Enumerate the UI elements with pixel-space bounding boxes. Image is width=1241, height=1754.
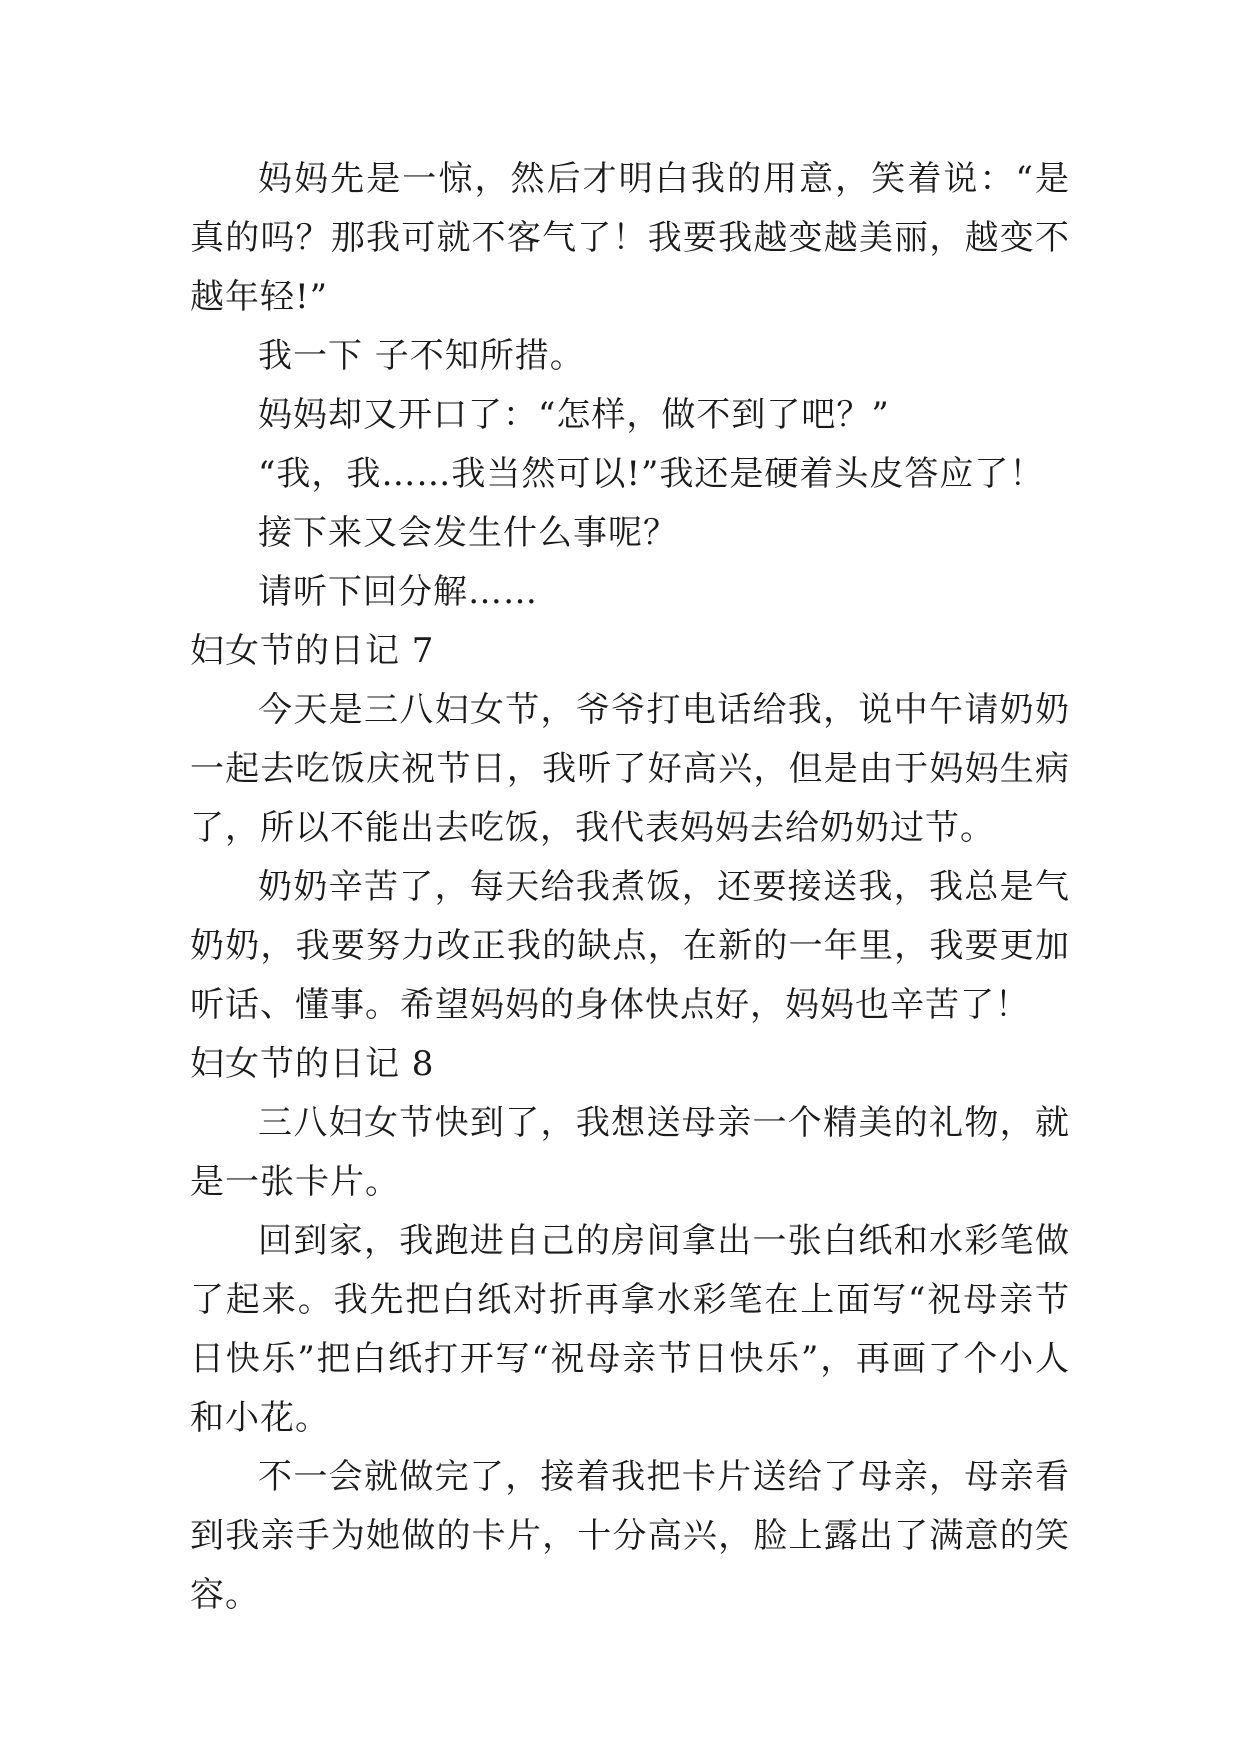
paragraph: 不一会就做完了，接着我把卡片送给了母亲，母亲看到我亲手为她做的卡片，十分高兴，脸上露出了满意的笑容。: [190, 1457, 1070, 1615]
document-body: [190, 150, 1070, 1625]
paragraph: 妈妈却又开口了：“怎样，做不到了吧？”: [258, 395, 890, 435]
paragraph: 接下来又会发生什么事呢？: [258, 513, 678, 553]
paragraph: 今天是三八妇女节，爷爷打电话给我，说中午请奶奶一起去吃饭庆祝节日，我听了好高兴，但是由于妈妈生病了，所以不能出去吃饭，我代表妈妈去给奶奶过节。: [190, 690, 1070, 848]
paragraph: “我，我……我当然可以!”我还是硬着头皮答应了！: [258, 454, 1045, 494]
paragraph: 三八妇女节快到了，我想送母亲一个精美的礼物，就是一张卡片。: [190, 1103, 1070, 1202]
paragraph: 请听下回分解……: [258, 572, 538, 612]
paragraph: 奶奶辛苦了，每天给我煮饭，还要接送我，我总是气奶奶，我要努力改正我的缺点，在新的一年里，我要更加听话、懂事。希望妈妈的身体快点好，妈妈也辛苦了！: [190, 867, 1070, 1025]
paragraph: 回到家，我跑进自己的房间拿出一张白纸和水彩笔做了起来。我先把白纸对折再拿水彩笔在上面写“祝母亲节日快乐”把白纸打开写“祝母亲节日快乐”，再画了个小人和小花。: [190, 1221, 1070, 1438]
paragraph: 妈妈先是一惊，然后才明白我的用意，笑着说：“是真的吗？那我可就不客气了！我要我越变越美丽，越变不越年轻!”: [190, 159, 1070, 317]
section-heading: 妇女节的日记 8: [190, 1044, 435, 1084]
paragraph: 我一下 子不知所措。: [258, 336, 585, 376]
section-heading: 妇女节的日记 7: [190, 631, 435, 671]
